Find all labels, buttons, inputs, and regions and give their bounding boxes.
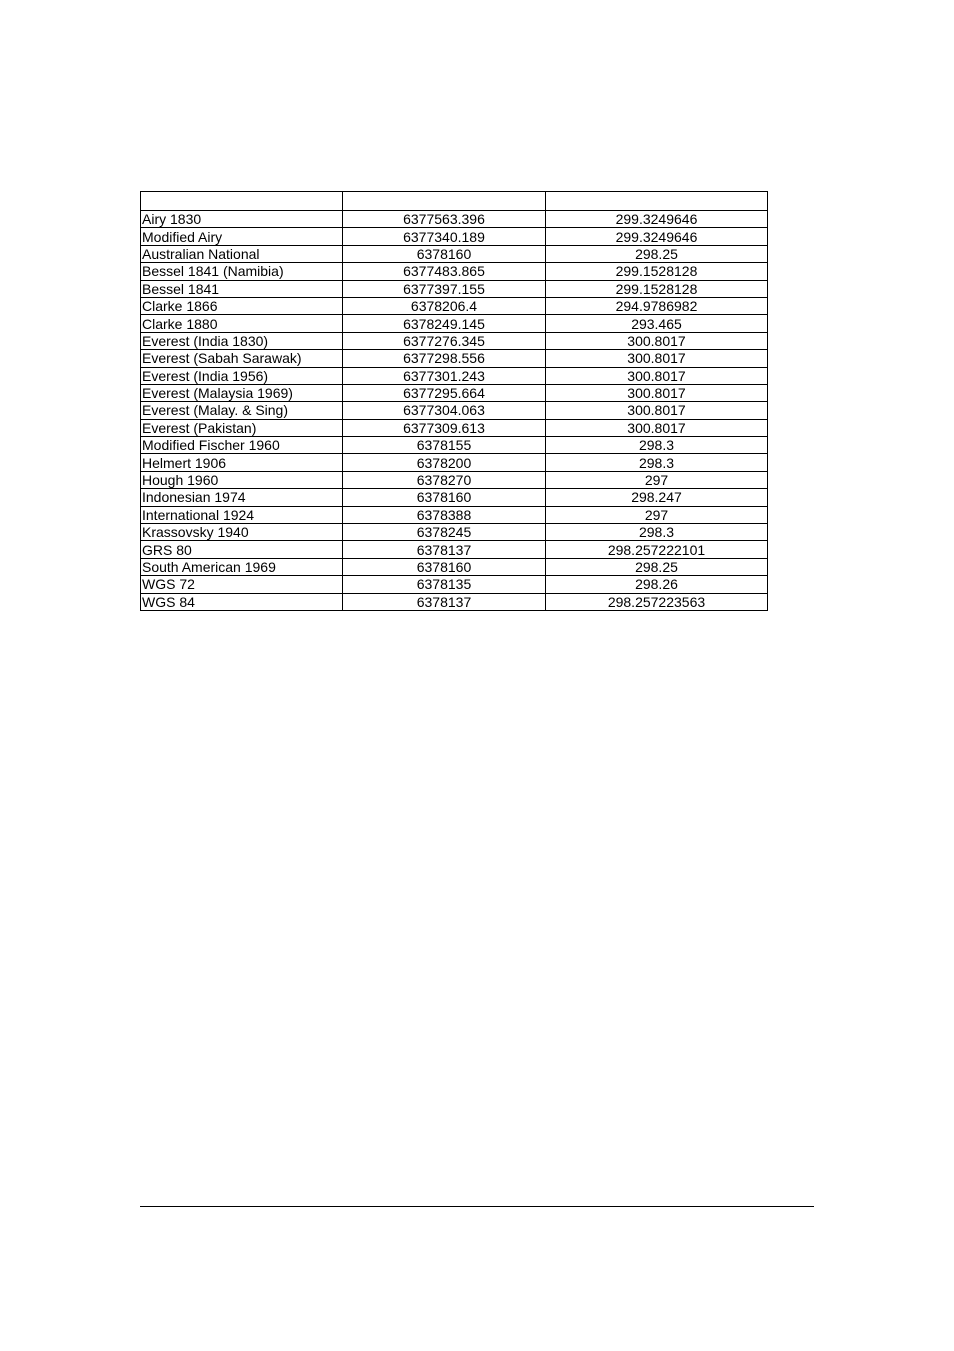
table-row	[141, 367, 768, 384]
inverse-flattening-cell: 298.25	[546, 245, 768, 262]
ellipsoid-name-cell: WGS 84	[141, 593, 343, 610]
inverse-flattening-cell: 298.26	[546, 576, 768, 593]
inverse-flattening-cell: 293.465	[546, 315, 768, 332]
table-row	[141, 489, 768, 506]
table-row	[141, 541, 768, 558]
ellipsoid-name-cell: Modified Fischer 1960	[141, 437, 343, 454]
semi-major-axis-cell: 6378388	[343, 506, 546, 523]
semi-major-axis-cell: 6378270	[343, 471, 546, 488]
ellipsoid-name-cell: Clarke 1866	[141, 297, 343, 314]
table-row	[141, 419, 768, 436]
ellipsoid-name-cell: Everest (Sabah Sarawak)	[141, 350, 343, 367]
inverse-flattening-cell: 300.8017	[546, 419, 768, 436]
ellipsoid-name-cell: Modified Airy	[141, 228, 343, 245]
ellipsoid-name-cell: Hough 1960	[141, 471, 343, 488]
semi-major-axis-cell: 6377276.345	[343, 332, 546, 349]
inverse-flattening-cell: 298.257223563	[546, 593, 768, 610]
semi-major-axis-cell: 6377304.063	[343, 402, 546, 419]
footer-rule	[140, 1206, 814, 1207]
ellipsoid-name-cell: Everest (Malay. & Sing)	[141, 402, 343, 419]
inverse-flattening-cell: 298.3	[546, 524, 768, 541]
semi-major-axis-cell: 6377309.613	[343, 419, 546, 436]
inverse-flattening-cell: 300.8017	[546, 350, 768, 367]
semi-major-axis-cell: 6378206.4	[343, 297, 546, 314]
table-row	[141, 228, 768, 245]
semi-major-axis-cell: 6378135	[343, 576, 546, 593]
ellipsoid-name-cell: Everest (Pakistan)	[141, 419, 343, 436]
table-row	[141, 471, 768, 488]
semi-major-axis-cell: 6377397.155	[343, 280, 546, 297]
semi-major-axis-cell: 6378160	[343, 245, 546, 262]
ellipsoid-name-cell: Bessel 1841	[141, 280, 343, 297]
table-row	[141, 558, 768, 575]
table-row	[141, 506, 768, 523]
semi-major-axis-cell: 6377340.189	[343, 228, 546, 245]
semi-major-axis-cell: 6378249.145	[343, 315, 546, 332]
table-row	[141, 402, 768, 419]
inverse-flattening-cell: 297	[546, 471, 768, 488]
table-row	[141, 384, 768, 401]
inverse-flattening-cell: 299.3249646	[546, 228, 768, 245]
semi-major-axis-cell: 6378137	[343, 541, 546, 558]
table-row	[141, 524, 768, 541]
semi-major-axis-cell: 6377563.396	[343, 211, 546, 228]
ellipsoid-name-cell: Clarke 1880	[141, 315, 343, 332]
inverse-flattening-cell: 300.8017	[546, 367, 768, 384]
table-row	[141, 454, 768, 471]
inverse-flattening-cell: 298.247	[546, 489, 768, 506]
table-row	[141, 315, 768, 332]
semi-major-axis-cell: 6378245	[343, 524, 546, 541]
table-row	[141, 576, 768, 593]
inverse-flattening-cell: 298.3	[546, 437, 768, 454]
inverse-flattening-cell: 298.257222101	[546, 541, 768, 558]
header-cell-semi-major-axis	[343, 192, 546, 211]
ellipsoid-name-cell: WGS 72	[141, 576, 343, 593]
ellipsoid-name-cell: GRS 80	[141, 541, 343, 558]
ellipsoid-name-cell: Everest (Malaysia 1969)	[141, 384, 343, 401]
semi-major-axis-cell: 6377298.556	[343, 350, 546, 367]
table-row	[141, 263, 768, 280]
ellipsoid-name-cell: International 1924	[141, 506, 343, 523]
table-row	[141, 332, 768, 349]
semi-major-axis-cell: 6378200	[343, 454, 546, 471]
ellipsoid-name-cell: Everest (India 1956)	[141, 367, 343, 384]
header-cell-name	[141, 192, 343, 211]
semi-major-axis-cell: 6378160	[343, 558, 546, 575]
semi-major-axis-cell: 6377483.865	[343, 263, 546, 280]
inverse-flattening-cell: 300.8017	[546, 384, 768, 401]
table-row	[141, 211, 768, 228]
semi-major-axis-cell: 6378160	[343, 489, 546, 506]
table-row	[141, 593, 768, 610]
table-row	[141, 437, 768, 454]
table-row	[141, 297, 768, 314]
table-row	[141, 350, 768, 367]
inverse-flattening-cell: 299.1528128	[546, 263, 768, 280]
inverse-flattening-cell: 298.3	[546, 454, 768, 471]
inverse-flattening-cell: 299.3249646	[546, 211, 768, 228]
ellipsoid-name-cell: Airy 1830	[141, 211, 343, 228]
ellipsoid-name-cell: South American 1969	[141, 558, 343, 575]
inverse-flattening-cell: 294.9786982	[546, 297, 768, 314]
table-body	[141, 192, 768, 611]
semi-major-axis-cell: 6378155	[343, 437, 546, 454]
semi-major-axis-cell: 6378137	[343, 593, 546, 610]
table-row	[141, 280, 768, 297]
inverse-flattening-cell: 300.8017	[546, 402, 768, 419]
ellipsoid-name-cell: Indonesian 1974	[141, 489, 343, 506]
ellipsoid-name-cell: Bessel 1841 (Namibia)	[141, 263, 343, 280]
ellipsoid-name-cell: Helmert 1906	[141, 454, 343, 471]
semi-major-axis-cell: 6377301.243	[343, 367, 546, 384]
inverse-flattening-cell: 298.25	[546, 558, 768, 575]
semi-major-axis-cell: 6377295.664	[343, 384, 546, 401]
ellipsoid-table	[140, 191, 768, 611]
inverse-flattening-cell: 300.8017	[546, 332, 768, 349]
inverse-flattening-cell: 297	[546, 506, 768, 523]
table-header-row	[141, 192, 768, 211]
header-cell-inverse-flattening	[546, 192, 768, 211]
inverse-flattening-cell: 299.1528128	[546, 280, 768, 297]
ellipsoid-name-cell: Everest (India 1830)	[141, 332, 343, 349]
ellipsoid-name-cell: Australian National	[141, 245, 343, 262]
table-row	[141, 245, 768, 262]
ellipsoid-name-cell: Krassovsky 1940	[141, 524, 343, 541]
